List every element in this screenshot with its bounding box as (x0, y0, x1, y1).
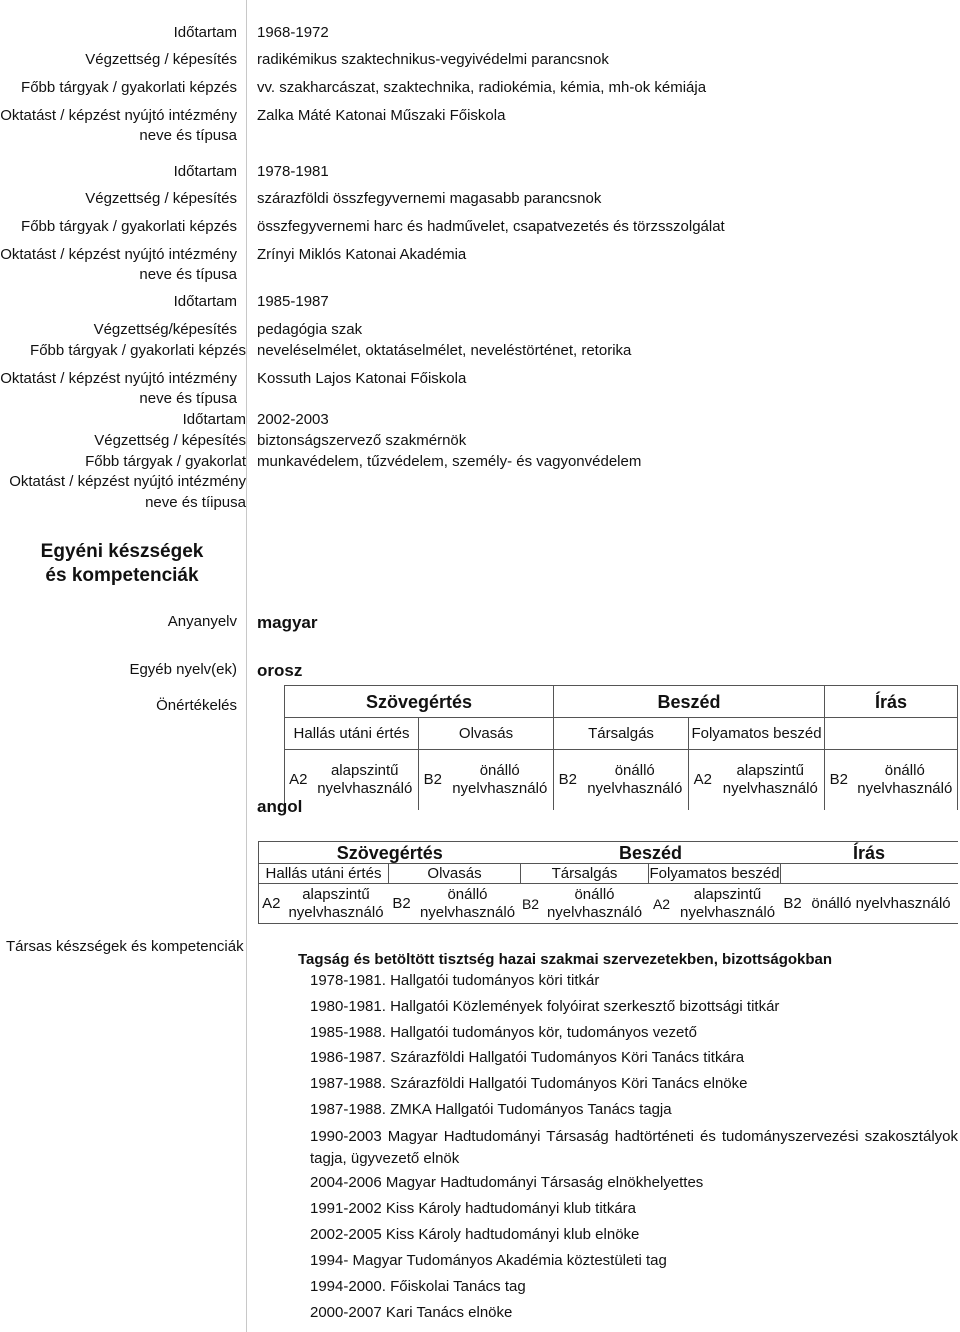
membership-item: 1987-1988. ZMKA Hallgatói Tudományos Tanács tagja (310, 1101, 672, 1118)
membership-item: 2004-2006 Magyar Hadtudományi Társaság elnökhelyettes (310, 1174, 704, 1191)
edu1-qualification-label: Végzettség / képesítés (85, 51, 237, 68)
language-table-angol (258, 841, 958, 924)
membership-item: 1994-2000. Főiskolai Tanács tag (310, 1278, 526, 1295)
angol-level-code: B2 (781, 884, 805, 924)
angol-level-desc: önálló nyelvhasználó (541, 884, 649, 924)
edu3-institution-value: Kossuth Lajos Katonai Főiskola (257, 370, 467, 387)
edu2-qualification-label: Végzettség / képesítés (85, 190, 237, 207)
edu2-duration-value: 1978-1981 (257, 163, 329, 180)
edu2-duration-label: Időtartam (173, 163, 237, 180)
social-skills-label: Társas készségek és kompetenciák (6, 938, 244, 955)
edu2-subjects-value: összfegyvernemi harc és hadművelet, csapatvezetés és törzsszolgálat (257, 218, 725, 235)
orosz-level-desc: alapszintű nyelvhasználó (312, 750, 419, 810)
self-assessment-label: Önértékelés (156, 697, 237, 714)
angol-level-desc: önálló nyelvhasználó (805, 884, 958, 924)
angol-level-code: A2 (259, 884, 284, 924)
orosz-level-desc: alapszintű nyelvhasználó (717, 750, 825, 810)
membership-item: 1991-2002 Kiss Károly hadtudományi klub titkára (310, 1200, 637, 1217)
angol-level-desc: alapszintű nyelvhasználó (675, 884, 781, 924)
orosz-speaking-header: Beszéd (554, 686, 825, 718)
edu3-qualification-label: Végzettség/képesítés (93, 321, 237, 338)
membership-title: Tagság és betöltött tisztség hazai szakmai szervezetekben, bizottságokban (298, 951, 833, 968)
membership-item: 1990-2003 Magyar Hadtudományi Társaság hadtörténeti és tudományszervezési szakosztályok tagja, ügyvezető elnök (310, 1128, 958, 1167)
orosz-level-code: B2 (825, 750, 853, 810)
orosz-level-desc: önálló nyelvhasználó (447, 750, 554, 810)
angol-level-code: B2 (389, 884, 415, 924)
membership-item: 1978-1981. Hallgatói tudományos köri titkár (310, 972, 600, 989)
angol-understanding-header: Szövegértés (259, 842, 521, 864)
edu2-institution-label: Oktatást / képzést nyújtó intézmény (0, 246, 237, 263)
edu2-institution-value: Zrínyi Miklós Katonai Akadémia (257, 246, 467, 263)
membership-item: 1980-1981. Hallgatói Közlemények folyóirat szerkesztő bizottsági titkár (310, 998, 780, 1015)
membership-item: 1985-1988. Hallgatói tudományos kör, tudományos vezető (310, 1024, 697, 1041)
orosz-level-code: A2 (285, 750, 312, 810)
angol-level-code: B2 (521, 884, 541, 924)
edu1-institution-label: Oktatást / képzést nyújtó intézmény (0, 107, 237, 124)
orosz-level-desc: önálló nyelvhasználó (582, 750, 689, 810)
mother-tongue-value: magyar (257, 613, 318, 632)
membership-item: 1986-1987. Szárazföldi Hallgatói Tudományos Köri Tanács titkára (310, 1049, 745, 1066)
membership-item: 1987-1988. Szárazföldi Hallgatói Tudományos Köri Tanács elnöke (310, 1075, 748, 1092)
language-table-orosz (284, 685, 958, 810)
edu1-subjects-value: vv. szakharcászat, szaktechnika, radiokémia, kémia, mh-ok kémiája (257, 79, 707, 96)
edu4-duration-value: 2002-2003 (257, 411, 329, 428)
membership-item: 2000-2007 Kari Tanács elnöke (310, 1304, 513, 1321)
edu3-type-label: neve és típusa (139, 390, 237, 407)
edu4-duration-label: Időtartam (182, 411, 246, 428)
edu4-institution-label: Oktatást / képzést nyújtó intézmény (9, 473, 246, 490)
edu1-qualification-value: radikémikus szaktechnikus-vegyivédelmi parancsnok (257, 51, 609, 68)
language-name-angol: angol (257, 797, 303, 816)
edu4-subjects-label: Főbb tárgyak / gyakorlat (85, 453, 246, 470)
orosz-subheader-reading: Olvasás (419, 718, 554, 750)
edu3-subjects-value: neveléselmélet, oktatáselmélet, neveléstörténet, retorika (257, 342, 632, 359)
edu1-subjects-label: Főbb tárgyak / gyakorlati képzés (21, 79, 237, 96)
edu3-subjects-label: Főbb tárgyak / gyakorlati képzés (30, 342, 246, 359)
orosz-level-code: B2 (419, 750, 447, 810)
mother-tongue-label: Anyanyelv (167, 613, 237, 630)
edu2-qualification-value: szárazföldi összfegyvernemi magasabb parancsnok (257, 190, 602, 207)
edu1-type-label: neve és típusa (139, 127, 237, 144)
orosz-level-code: A2 (689, 750, 717, 810)
angol-speaking-header: Beszéd (521, 842, 781, 864)
edu4-type-label: neve és tíipusa (145, 494, 246, 511)
edu4-subjects-value: munkavédelem, tűzvédelem, személy- és vagyonvédelem (257, 453, 642, 470)
orosz-understanding-header: Szövegértés (285, 686, 554, 718)
edu1-institution-value: Zalka Máté Katonai Műszaki Főiskola (257, 107, 506, 124)
orosz-subheader-interaction: Társalgás (554, 718, 689, 750)
angol-subheader-reading: Olvasás (389, 864, 521, 884)
edu1-duration-label: Időtartam (173, 24, 237, 41)
angol-level-code: A2 (649, 884, 675, 924)
edu2-subjects-label: Főbb tárgyak / gyakorlati képzés (21, 218, 237, 235)
angol-subheader-production: Folyamatos beszéd (649, 864, 780, 882)
edu3-duration-value: 1985-1987 (257, 293, 329, 310)
edu1-duration-value: 1968-1972 (257, 24, 329, 41)
angol-subheader-empty (781, 864, 958, 884)
membership-item: 1994- Magyar Tudományos Akadémia köztestületi tag (310, 1252, 667, 1269)
skills-heading: Egyéni készségek és kompetenciák (40, 541, 204, 586)
edu3-qualification-value: pedagógia szak (257, 321, 363, 338)
column-divider (246, 0, 247, 1332)
orosz-subheader-production: Folyamatos beszéd (689, 718, 825, 750)
angol-subheader-interaction: Társalgás (521, 864, 649, 884)
membership-item: 2002-2005 Kiss Károly hadtudományi klub elnöke (310, 1226, 640, 1243)
language-name-orosz: orosz (257, 661, 303, 680)
orosz-subheader-listening: Hallás utáni értés (285, 718, 419, 750)
edu4-qualification-value: biztonságszervező szakmérnök (257, 432, 467, 449)
orosz-level-desc: önálló nyelvhasználó (853, 750, 958, 810)
orosz-subheader-empty (825, 718, 958, 750)
edu3-institution-label: Oktatást / képzést nyújtó intézmény (0, 370, 237, 387)
edu3-duration-label: Időtartam (173, 293, 237, 310)
edu2-type-label: neve és típusa (139, 266, 237, 283)
angol-subheader-listening: Hallás utáni értés (259, 864, 389, 884)
other-languages-label: Egyéb nyelv(ek) (129, 661, 237, 678)
angol-writing-header: Írás (781, 842, 958, 864)
angol-level-desc: önálló nyelvhasználó (415, 884, 521, 924)
edu4-qualification-label: Végzettség / képesítés (94, 432, 246, 449)
orosz-writing-header: Írás (825, 686, 958, 718)
angol-level-desc: alapszintű nyelvhasználó (284, 884, 389, 924)
orosz-level-code: B2 (554, 750, 582, 810)
